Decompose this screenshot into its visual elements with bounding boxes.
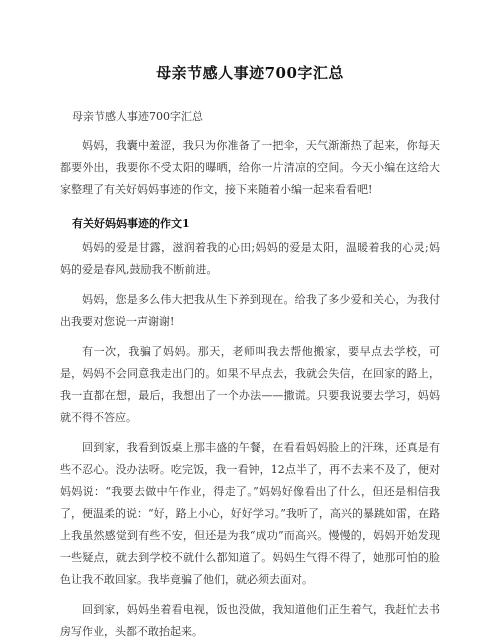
section-heading: 有关好妈妈事迹的作文1 [72,217,190,230]
body-paragraph-4: 回到家，我看到饭桌上那丰盛的午餐，在看看妈妈脸上的汗珠，还真是有些不忍心。没办法呀。吃完饭，我一看钟，12点半了，再不去来不及了，便对妈妈说：“我要去做中午作业，得走了。”妈妈好像看出了什么，但还是相信我了，便温柔的说：“好，路上小心，好好学习。”我听了，高兴的暴跳如雷，在路上我虽然感觉到有些不安，但还是为我“成功”而高兴。慢慢的，妈妈开始发现一些疑点，就去到学校不就什么都知道了。妈妈生气得不得了，她那可怕的脸色让我不敢回家。我毕竟骗了他们，就必须去面对。 [60,441,440,586]
body-paragraph-2: 妈妈，您是多么伟大把我从生下养到现在。给我了多少爱和关心，为我付出我要对您说一声谢谢! [60,293,440,328]
body-paragraph-1: 妈妈的爱是甘露，滋润着我的心田;妈妈的爱是太阳，温暖着我的心灵;妈妈的爱是春风,鼓励我不断前进。 [60,241,440,276]
document-subtitle: 母亲节感人事迹700字汇总 [72,110,203,123]
document-title: 母亲节感人事迹700字汇总 [156,64,344,82]
body-paragraph-3: 有一次，我骗了妈妈。那天，老师叫我去帮他搬家，要早点去学校，可是，妈妈不会同意我走出门的。如果不早点去，我就会失信，在回家的路上，我一直都在想，最后，我想出了一个办法——撒谎。只要我说要去学习，妈妈就不得不答应。 [60,345,440,424]
body-paragraph-5: 回到家，妈妈坐着看电视，饭也没做，我知道他们正生着气，我赶忙去书房写作业，头都不敢抬起来。 [60,603,440,638]
intro-paragraph: 妈妈，我囊中羞涩，我只为你准备了一把伞，天气渐渐热了起来，你每天都要外出，我要你不受太阳的曝晒，给你一片清凉的空间。今天小编在这给大家整理了有关好妈妈事迹的作文，接下来随着小编一起来看看吧! [60,139,440,196]
